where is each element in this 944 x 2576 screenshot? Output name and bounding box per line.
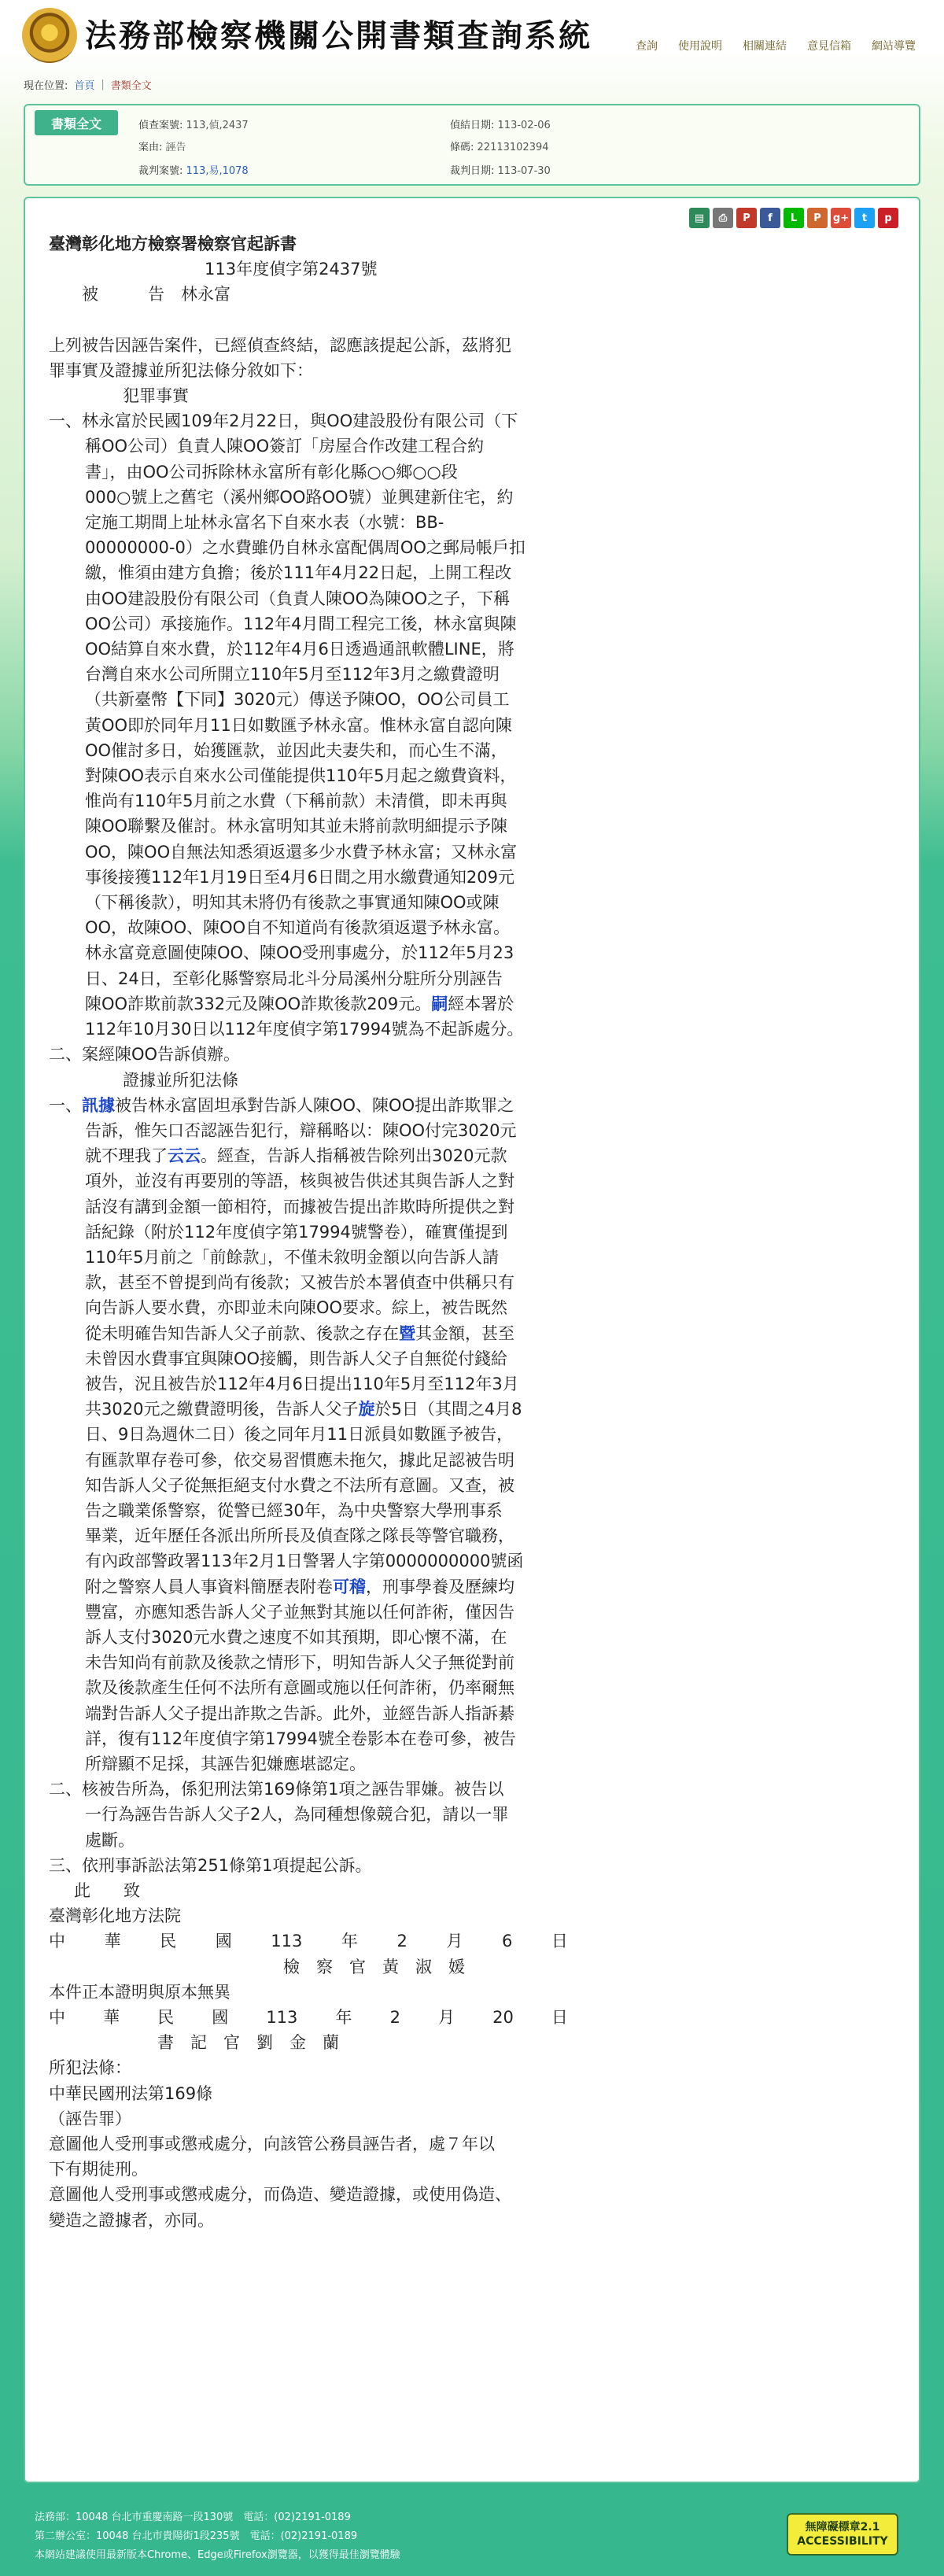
text-line: 未曾因水費事宜與陳OO接觸，則告訴人父子自無從付錢給 [85, 1349, 508, 1368]
google-plus-icon[interactable]: g+ [831, 208, 851, 228]
text-line: 三、依刑事訴訟法第251條第1項提起公訴。 [49, 1855, 372, 1875]
date-char: 2 [396, 1932, 407, 1951]
text-segment: 陳OO詐欺前款332元及陳OO詐欺後款209元。 [85, 994, 432, 1013]
judgment-date-row [450, 162, 551, 177]
nav-sitemap[interactable]: 網站導覽 [872, 40, 916, 53]
law-title: （誣告罪） [49, 2109, 131, 2128]
text-segment: 一、 [49, 1095, 82, 1115]
highlight-mark[interactable]: 云云 [168, 1146, 201, 1166]
breadcrumb-home-link[interactable]: 首頁 [74, 79, 95, 92]
facts-paragraph [49, 408, 599, 1042]
text-line: （下稱後款），明知其未將仍有後款之事實通知陳OO或陳 [85, 893, 500, 913]
text-line: 對陳OO表示自來水公司僅能提供110年5月起之繳費資料， [85, 766, 517, 786]
cause-label: 案由: [138, 142, 163, 153]
doc-number-row [450, 138, 549, 153]
text-line: 被告，況且被告於112年4月6日提出110年5月至112年3月 [85, 1374, 519, 1393]
doc-number-label: 條碼: [450, 142, 474, 153]
text-line: 黃OO即於同年月11日如數匯予林永富。惟林永富自認向陳 [85, 715, 512, 735]
date-char: 中 [49, 1932, 65, 1951]
highlight-mark[interactable]: 暨 [399, 1323, 415, 1343]
end-date-row [450, 116, 551, 131]
site-title[interactable]: 法務部檢察機關公開書類查詢系統 [85, 17, 592, 54]
date-char: 民 [160, 1932, 177, 1951]
date-char: 華 [103, 2008, 120, 2028]
text-segment: 共3020元之繳費證明後，告訴人父子 [85, 1400, 359, 1419]
text-line [49, 1321, 599, 1346]
text-segment: 於5日（其間之4月8 [374, 1400, 522, 1419]
section-heading: 犯罪事實 [123, 386, 189, 406]
date-char: 月 [446, 1932, 463, 1951]
text-segment: 從未明確告知告訴人父子前款、後款之存在 [85, 1323, 399, 1343]
text-segment: 。經查，告訴人指稱被告除列出3020元款 [201, 1146, 507, 1166]
date-char: 中 [49, 2008, 65, 2028]
text-line: 一行為誣告告訴人父子2人，為同種想像競合犯，請以一罪 [85, 1805, 509, 1825]
text-line: 00000000-0）之水費雖仍自林永富配偶周OO之郵局帳戶扣 [85, 538, 525, 558]
footer-address-1: 法務部：10048 台北市重慶南路一段130號 電話：(02)2191-0189 [35, 2511, 351, 2523]
text-line: 豐富，亦應知悉告訴人父子並無對其施以任何詐術，僅因告 [85, 1602, 514, 1622]
text-segment: 經本署於 [448, 994, 514, 1013]
badge-subtitle: ACCESSIBILITY [797, 2535, 888, 2548]
text-line: 二、核被告所為，係犯刑法第169條第1項之誣告罪嫌。被告以 [49, 1780, 504, 1799]
blank-line [49, 308, 599, 333]
date-char: 6 [501, 1932, 513, 1951]
date-char: 113 [271, 1932, 303, 1951]
breadcrumb-label: 現在位置: [24, 79, 68, 92]
footer-address-2: 第二辦公室：10048 台北市貴陽街1段235號 電話：(02)2191-0189 [35, 2530, 358, 2542]
text-line: OO結算自來水費，於112年4月6日透過通訊軟體LINE，將 [85, 640, 514, 659]
breadcrumb-separator: | [101, 78, 105, 90]
text-line: 日、9日為週休二日）後之同年月11日派員如數匯予被告， [85, 1425, 514, 1445]
date-char: 日 [551, 1932, 568, 1951]
text-line: 告之職業係警察，從警已經30年，為中央警察大學刑事系 [85, 1500, 503, 1520]
info-tag: 書類全文 [35, 110, 118, 135]
text-segment: 就不理我了 [85, 1146, 168, 1166]
text-line: 林永富竟意圖使陳OO、陳OO受刑事處分，於112年5月23 [85, 943, 514, 963]
save-icon[interactable]: ▤ [689, 208, 710, 228]
date-char: 113 [266, 2008, 298, 2028]
text-line: 日、24日，至彰化縣警察局北斗分局溪州分駐所分別誣告 [85, 969, 503, 988]
date-char: 國 [215, 1932, 232, 1951]
date-char: 年 [335, 2008, 352, 2028]
text-line: 向告訴人要水費，亦即並未向陳OO要求。綜上，被告既然 [85, 1298, 508, 1318]
text-segment: 被告林永富固坦承對告訴人陳OO、陳OO提出詐欺罪之 [115, 1095, 514, 1115]
text-line: 有內政部警政署113年2月1日警署人字第0000000000號函 [85, 1552, 524, 1571]
end-date-label: 偵結日期: [450, 120, 495, 131]
text-line: 畢業，近年歷任各派出所所長及偵查隊之隊長等警官職務， [85, 1526, 514, 1546]
text-line: 由OO建設股份有限公司（負責人陳OO為陳OO之子，下稱 [85, 589, 511, 608]
doc-case-line: 113年度偵字第2437號 [205, 260, 378, 279]
text-line: 項外，並沒有再要別的等語，核與被告供述其與告訴人之對 [85, 1172, 514, 1191]
highlight-mark[interactable]: 訊據 [82, 1095, 115, 1115]
text-line: 話沒有講到金額一節相符，而據被告提出詐欺時所提供之對 [85, 1197, 514, 1216]
twitter-icon[interactable]: t [854, 208, 875, 228]
moj-emblem-icon[interactable] [22, 8, 77, 63]
accessibility-badge-icon[interactable] [787, 2513, 898, 2556]
court-name: 臺灣彰化地方法院 [49, 1906, 181, 1926]
end-date-value: 113-02-06 [497, 120, 551, 131]
text-line: 詳，復有112年度偵字第17994號全卷影本在卷可參，被告 [85, 1729, 516, 1748]
text-segment: 其金額，甚至 [415, 1323, 514, 1343]
doc-title: 臺灣彰化地方檢察署檢察官起訴書 [49, 234, 297, 253]
text-line: OO催討多日，始獲匯款，並因此夫妻失和，而心生不滿， [85, 740, 508, 760]
judgment-case-link[interactable]: 113,易,1078 [186, 165, 249, 177]
intro-line: 罪事實及證據並所犯法條分敘如下： [49, 360, 313, 380]
law-text-line: 下有期徒刑。 [49, 2160, 148, 2179]
nav-help[interactable]: 使用說明 [678, 40, 722, 53]
text-segment: 附之警察人員人事資料簡歷表附卷 [85, 1577, 333, 1596]
charge-paragraph [49, 1777, 599, 1853]
text-line: 繳，惟須由建方負擔；後於111年4月22日起，上開工程改 [85, 563, 512, 583]
facebook-icon[interactable]: f [760, 208, 780, 228]
text-line: 知告訴人父子從無拒絕支付水費之不法所有意圖。又查，被 [85, 1475, 514, 1495]
date-line-2 [49, 2005, 568, 2030]
text-line: 未告知尚有前款及後款之情形下，明知告訴人父子無從對前 [85, 1653, 514, 1673]
nav-search[interactable]: 查詢 [636, 40, 658, 53]
judgment-case-row [138, 162, 249, 177]
clerk-signature: 書 記 官 劉 金 蘭 [157, 2033, 339, 2053]
text-line [49, 1093, 599, 1118]
text-line: 000○號上之舊宅（溪州鄉OO路OO號）並興建新住宅，約 [85, 487, 514, 507]
case-number-label: 偵查案號: [138, 120, 183, 131]
date-char: 年 [341, 1932, 358, 1951]
date-line-1 [49, 1928, 568, 1954]
site-header [0, 0, 944, 65]
pdf-icon[interactable]: P [736, 208, 757, 228]
text-line: 一、林永富於民國109年2月22日，與OO建設股份有限公司（下 [49, 411, 518, 431]
text-segment: ，刑事學養及歷練均 [366, 1577, 514, 1596]
intro-line: 上列被告因誣告案件，已經偵查終結，認應該提起公訴，茲將犯 [49, 335, 511, 355]
text-line: OO，故陳OO、陳OO自不知道尚有後款須返還予林永富。 [85, 918, 511, 938]
date-char: 20 [492, 2008, 514, 2028]
text-line: 話紀錄（附於112年度偵字第17994號警卷），確實僅提到 [85, 1222, 508, 1242]
case-info-panel [24, 104, 920, 186]
text-line [49, 991, 599, 1017]
case-number-row [138, 116, 249, 131]
text-line [49, 1143, 599, 1168]
date-char: 2 [389, 2008, 400, 2028]
text-line: 訴人支付3020元水費之速度不如其預期，即心懷不滿，在 [85, 1627, 507, 1647]
certification-line: 本件正本證明與原本無異 [49, 1982, 230, 2002]
date-char: 國 [212, 2008, 229, 2028]
text-line: OO公司）承接施作。112年4月間工程完工後，林永富與陳 [85, 614, 517, 633]
doc-number-value: 22113102394 [477, 142, 549, 153]
judgment-date-label: 裁判日期: [450, 165, 495, 177]
printer-icon[interactable]: ⎙ [713, 208, 733, 228]
case-number-value: 113,偵,2437 [186, 120, 249, 131]
text-line: 款，甚至不曾提到尚有後款；又被告於本署偵查中供稱只有 [85, 1273, 514, 1293]
section-heading: 證據並所犯法條 [123, 1070, 238, 1090]
text-line: 有匯款單存卷可參，依交易習慣應未拖欠，據此足認被告明 [85, 1450, 514, 1470]
law-name: 中華民國刑法第169條 [49, 2083, 213, 2103]
text-line [49, 1397, 599, 1422]
text-line: 二、案經陳OO告訴偵辦。 [49, 1045, 241, 1065]
evidence-paragraph [49, 1093, 599, 1777]
text-line: 告訴，惟矢口否認誣告犯行，辯稱略以：陳OO付完3020元 [85, 1120, 517, 1140]
highlight-mark[interactable]: 嗣 [431, 994, 448, 1013]
text-line: 事後接獲112年1月19日至4月6日間之用水繳費通知209元 [85, 867, 514, 887]
date-char: 月 [438, 2008, 455, 2028]
text-line [49, 1574, 599, 1600]
share-toolbar [689, 208, 898, 228]
date-char: 華 [104, 1932, 121, 1951]
document-panel [24, 197, 920, 2483]
highlight-mark[interactable]: 旋 [358, 1400, 375, 1419]
pinterest-icon[interactable]: p [878, 208, 898, 228]
law-text-line: 意圖他人受刑事或懲戒處分，而偽造、變造證據，或使用偽造、 [49, 2185, 511, 2205]
law-label: 所犯法條： [49, 2058, 131, 2078]
text-line: 惟尚有110年5月前之水費（下稱前款）未清償，即未再與 [85, 792, 507, 811]
text-line: 定施工期間上址林永富名下自來水表（水號：BB- [85, 513, 444, 533]
closing-line: 此 致 [74, 1881, 140, 1900]
text-line: OO，陳OO自無法知悉須返還多少水費予林永富；又林永富 [85, 842, 518, 862]
text-line: 112年10月30日以112年度偵字第17994號為不起訴處分。 [85, 1020, 524, 1039]
text-line: 陳OO聯繫及催討。林永富明知其並未將前款明細提示予陳 [85, 817, 508, 836]
breadcrumb [24, 74, 920, 94]
law-text-line: 變造之證據者，亦同。 [49, 2210, 214, 2230]
text-line: 端對告訴人父子提出詐欺之告訴。此外，並經告訴人指訴綦 [85, 1703, 514, 1723]
text-line: 款及後款產生任何不法所有意圖或施以任何詐術，仍率爾無 [85, 1678, 514, 1698]
date-char: 民 [157, 2008, 175, 2028]
text-line: 書」，由OO公司拆除林永富所有彰化縣○○鄉○○段 [85, 462, 458, 482]
date-char: 日 [551, 2008, 568, 2028]
text-line: 稱OO公司）負責人陳OO簽訂「房屋合作改建工程合約 [85, 437, 485, 456]
footer-browser-note: 本網站建議使用最新版本Chrome、Edge或Firefox瀏覽器，以獲得最佳瀏覽體驗 [35, 2549, 400, 2561]
highlight-mark[interactable]: 可稽 [333, 1577, 366, 1596]
badge-title: 無障礙標章2.1 [805, 2521, 880, 2534]
indictment-text [49, 231, 599, 2233]
prosecutor-signature: 檢 察 官 黃 淑 媛 [283, 1957, 465, 1976]
text-line: 處斷。 [85, 1830, 135, 1850]
text-line: 所辯顯不足採，其誣告犯嫌應堪認定。 [85, 1754, 366, 1773]
text-line: 台灣自來水公司所開立110年5月至112年3月之繳費證明 [85, 665, 500, 685]
top-navigation [636, 38, 916, 54]
nav-feedback[interactable]: 意見信箱 [807, 40, 851, 53]
line-icon[interactable]: L [784, 208, 804, 228]
breadcrumb-current: 書類全文 [110, 79, 152, 92]
site-footer [0, 2494, 944, 2576]
cause-value: 誣告 [165, 142, 186, 153]
judgment-date-value: 113-07-30 [497, 165, 551, 177]
judgment-case-label: 裁判案號: [138, 165, 183, 177]
doc-defendant: 被 告 林永富 [82, 285, 230, 304]
text-line: （共新臺幣【下同】3020元）傳送予陳OO，OO公司員工 [85, 690, 510, 710]
law-text-line: 意圖他人受刑事或懲戒處分，向該管公務員誣告者，處７年以 [49, 2135, 495, 2154]
cause-row [138, 138, 186, 153]
plurk-icon[interactable]: P [807, 208, 828, 228]
text-line: 110年5月前之「前餘款」，不僅未敘明金額以向告訴人請 [85, 1247, 499, 1267]
nav-links[interactable]: 相關連結 [743, 40, 787, 53]
